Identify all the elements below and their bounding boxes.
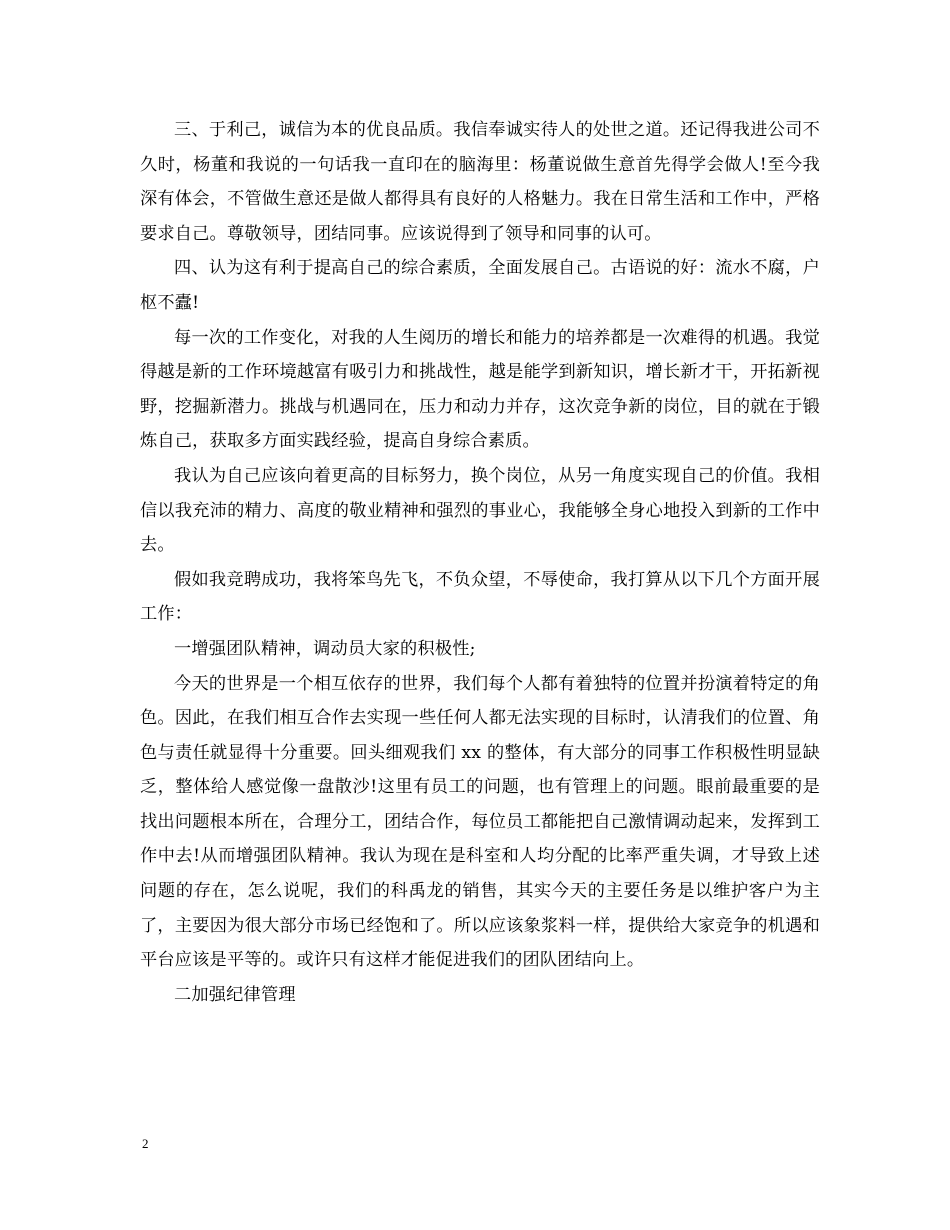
heading-discipline: 二加强纪律管理 bbox=[174, 984, 296, 1005]
paragraph-work-change: 每一次的工作变化，对我的人生阅历的增长和能力的培养都是一次难得的机遇。我觉得越是新的工作环境越富有吸引力和挑战性，越是能学到新知识，增长新才干，开拓新视野，挖掘新潜力。挑战与机遇同在，压力和动力并存，这次竞争新的岗位，目的就在于锻炼自己，获取多方面实践经验，提高自身综合素质。 bbox=[140, 327, 820, 452]
heading-team-spirit: 一增强团队精神，调动员大家的积极性; bbox=[174, 638, 476, 659]
paragraph-higher-goals: 我认为自己应该向着更高的目标努力，换个岗位，从另一角度实现自己的价值。我相信以我充沛的精力、高度的敬业精神和强烈的事业心，我能够全身心地投入到新的工作中去。 bbox=[140, 465, 820, 556]
paragraph-work-plan: 假如我竞聘成功，我将笨鸟先飞，不负众望，不辱使命，我打算从以下几个方面开展工作： bbox=[140, 569, 820, 625]
page-number: 2 bbox=[142, 1136, 149, 1151]
paragraph-team-spirit: 今天的世界是一个相互依存的世界，我们每个人都有着独特的位置并扮演着特定的角色。因此，在我们相互合作去实现一些任何人都无法实现的目标时，认清我们的位置、角色与责任就显得十分重要。回头细观我们 xx 的整体，有大部分的同事工作积极性明显缺乏，整体给人感觉像一盘散沙!这里有员工的问题，也有管理上的问题。眼前最重要的是找出问题根本所在，合理分工，团结合作，每位员工都能把自己激情调动起来，发挥到工作中去!从而增强团队精神。我认为现在是科室和人均分配的比率严重失调，才导致上述问题的存在，怎么说呢，我们的科禹龙的销售，其实今天的主要任务是以维护客户为主了，主要因为很大部分市场已经饱和了。所以应该象浆料一样，提供给大家竞争的机遇和平台应该是平等的。或许只有这样才能促进我们的团队团结向上。 bbox=[140, 673, 820, 971]
paragraph-integrity: 三、于利己，诚信为本的优良品质。我信奉诚实待人的处世之道。还记得我进公司不久时，杨董和我说的一句话我一直印在的脑海里：杨董说做生意首先得学会做人!至今我深有体会，不管做生意还是做人都得具有良好的人格魅力。我在日常生活和工作中，严格要求自己。尊敬领导，团结同事。应该说得到了领导和同事的认可。 bbox=[140, 120, 820, 244]
document-body bbox=[140, 113, 820, 1012]
paragraph-self-improvement: 四、认为这有利于提高自己的综合素质，全面发展自己。古语说的好：流水不腐，户枢不蠹! bbox=[140, 258, 820, 313]
